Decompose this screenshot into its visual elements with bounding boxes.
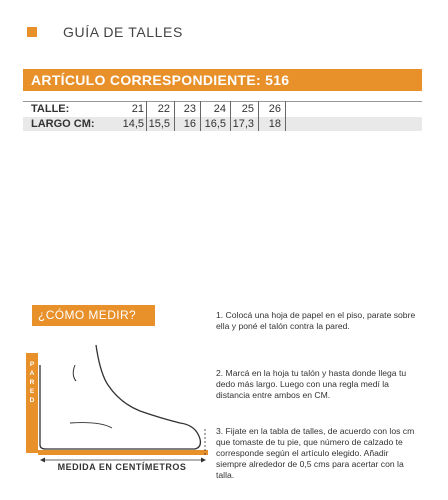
instruction-step: 2. Marcá en la hoja tu talón y hasta donde llega tu dedo más largo. Luego con una regla medí la distancia entre ambos en CM. xyxy=(216,368,407,400)
talle-cell: 22 xyxy=(157,103,170,115)
wall-letter: P xyxy=(29,361,35,368)
ankle-mark xyxy=(73,365,76,381)
table-row-talle xyxy=(23,102,422,116)
how-to-measure-tab: ¿CÓMO MEDIR? xyxy=(32,305,155,326)
wall-letter: A xyxy=(29,370,35,377)
column-divider xyxy=(146,101,147,131)
largo-cell: 18 xyxy=(268,118,281,130)
foot-measure-illustration xyxy=(0,325,215,485)
wall-letter: R xyxy=(29,379,35,386)
talle-cell: 25 xyxy=(241,103,254,115)
talle-cell: 21 xyxy=(131,103,144,115)
largo-cell: 14,5 xyxy=(122,118,144,130)
column-divider xyxy=(230,101,231,131)
arch-mark xyxy=(70,423,112,428)
column-divider xyxy=(174,101,175,131)
foot-outline xyxy=(40,345,200,449)
measure-label: MEDIDA EN CENTÍMETROS xyxy=(57,462,187,472)
instruction-step: 3. Fijate en la tabla de talles, de acuerdo con los cm que tomaste de tu pie, que número de calzado te corresponde según el artículo elegido. Añadir siempre alrededor de 0,5 cms para acertar con la talla. xyxy=(216,426,415,480)
wall-label xyxy=(26,360,38,405)
page-header xyxy=(27,20,183,44)
talle-cell: 26 xyxy=(268,103,281,115)
largo-cell: 17,3 xyxy=(232,118,254,130)
largo-cell: 16,5 xyxy=(204,118,226,130)
orange-square-icon xyxy=(27,27,37,37)
wall-letter: D xyxy=(29,397,35,404)
largo-cell: 15,5 xyxy=(148,118,170,130)
article-banner: ARTÍCULO CORRESPONDIENTE: 516 xyxy=(23,69,422,91)
talle-cell: 24 xyxy=(213,103,226,115)
column-divider xyxy=(258,101,259,131)
column-divider xyxy=(200,101,201,131)
table-row-largo xyxy=(23,117,422,131)
row-label-talle: TALLE: xyxy=(31,103,70,115)
talle-cell: 23 xyxy=(183,103,196,115)
row-label-largo: LARGO CM: xyxy=(31,118,95,130)
column-divider xyxy=(285,101,286,131)
floor-line xyxy=(38,450,208,455)
largo-cell: 16 xyxy=(183,118,196,130)
instruction-step: 1. Colocá una hoja de papel en el piso, parate sobre ella y poné el talón contra la pared. xyxy=(216,310,416,331)
wall-letter: E xyxy=(29,388,35,395)
page-title: GUÍA DE TALLES xyxy=(63,24,183,40)
size-table xyxy=(23,101,422,131)
